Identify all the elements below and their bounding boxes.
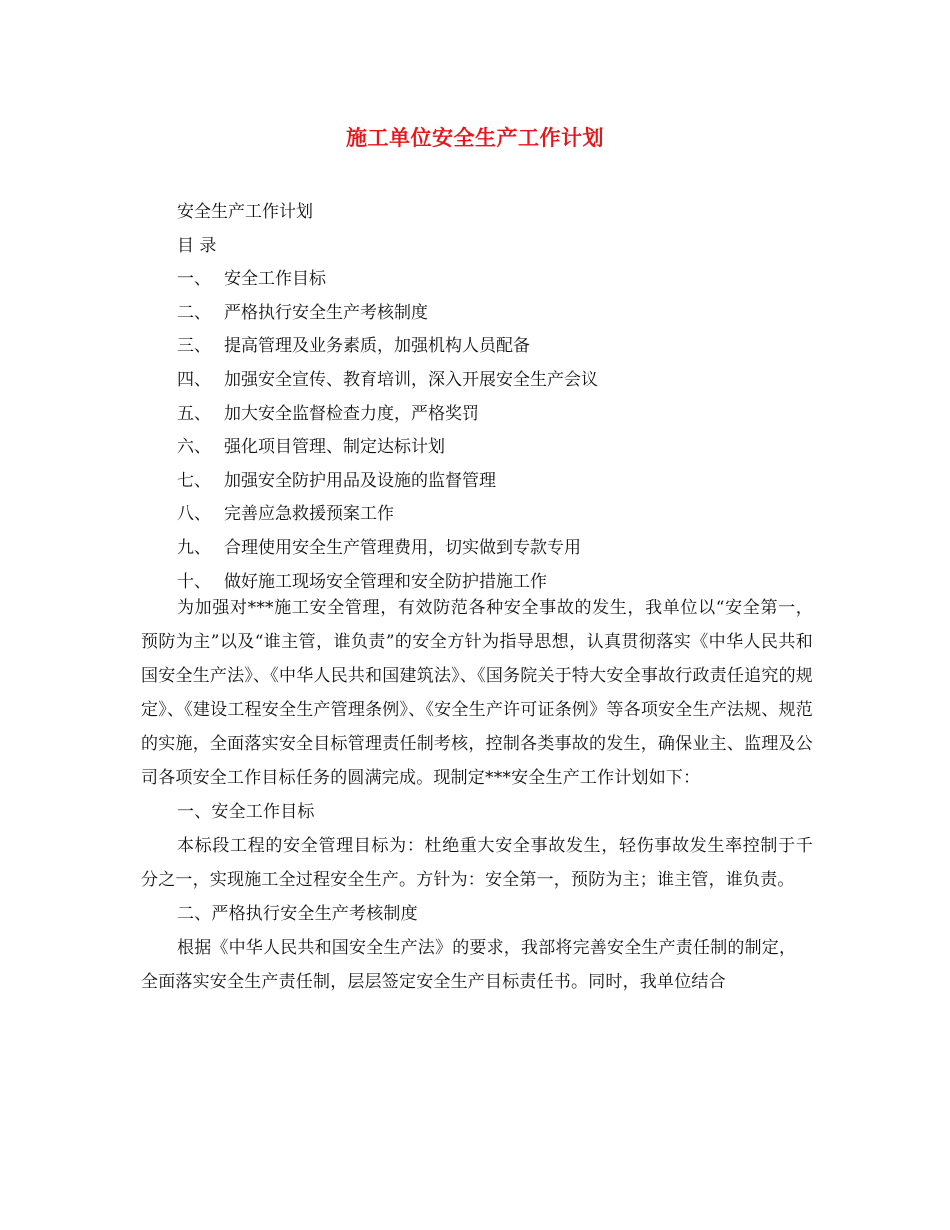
toc-item bbox=[177, 330, 813, 364]
toc-item-text: 加大安全监督检查力度，严格奖罚 bbox=[224, 403, 479, 424]
toc-item-number: 四、 bbox=[177, 369, 211, 390]
toc-item-text: 提高管理及业务素质，加强机构人员配备 bbox=[224, 336, 530, 357]
toc-item bbox=[177, 263, 813, 297]
toc-item-text: 合理使用安全生产管理费用，切实做到专款专用 bbox=[224, 537, 581, 558]
toc-item-text: 做好施工现场安全管理和安全防护措施工作 bbox=[224, 571, 547, 592]
toc-item-number: 一、 bbox=[177, 269, 211, 290]
toc-item-number: 六、 bbox=[177, 437, 211, 458]
toc-item-number: 七、 bbox=[177, 470, 211, 491]
toc-item bbox=[177, 431, 813, 465]
section-1-heading: 一、安全工作目标 bbox=[177, 802, 315, 822]
toc-label: 目 录 bbox=[177, 235, 217, 256]
section-1-paragraph: 本标段工程的安全管理目标为：杜绝重大安全事故发生，轻伤事故发生率控制于千分之一，实现施工全过程安全生产。方针为：安全第一，预防为主；谁主管，谁负责。 bbox=[141, 836, 813, 890]
toc-item-number: 二、 bbox=[177, 302, 211, 323]
toc-item-number: 八、 bbox=[177, 504, 211, 525]
toc-item bbox=[177, 297, 813, 331]
toc-item-text: 严格执行安全生产考核制度 bbox=[224, 302, 428, 323]
section-2-paragraph: 根据《中华人民共和国安全生产法》的要求，我部将完善安全生产责任制的制定，全面落实安全生产责任制，层层签定安全生产目标责任书。同时，我单位结合 bbox=[141, 938, 797, 992]
toc-item-number: 五、 bbox=[177, 403, 211, 424]
toc-item-text: 加强安全宣传、教育培训，深入开展安全生产会议 bbox=[224, 369, 598, 390]
toc-item-text: 加强安全防护用品及设施的监督管理 bbox=[224, 470, 496, 491]
toc-heading: 安全生产工作计划 bbox=[177, 202, 313, 222]
toc-item bbox=[177, 364, 813, 398]
document-body bbox=[141, 591, 813, 999]
intro-paragraph: 为加强对***施工安全管理，有效防范各种安全事故的发生，我单位以“安全第一，预防为主”以及“谁主管，谁负责”的安全方针为指导思想，认真贯彻落实《中华人民共和国安全生产法》、《中华人民共和国建筑法》、《国务院关于特大安全事故行政责任追究的规定》、《建设工程安全生产管理条例》、《安全生产许可证条例》等各项安全生产法规、规范的实施，全面落实安全目标管理责任制考核，控制各类事故的发生，确保业主、监理及公司各项安全工作目标任务的圆满完成。现制定***安全生产工作计划如下： bbox=[141, 598, 813, 788]
toc-item-number: 三、 bbox=[177, 336, 211, 357]
toc-item-number: 十、 bbox=[177, 571, 211, 592]
toc-item bbox=[177, 498, 813, 532]
toc-item-text: 完善应急救援预案工作 bbox=[224, 504, 394, 525]
document-title: 施工单位安全生产工作计划 bbox=[346, 125, 604, 150]
section-2-heading: 二、严格执行安全生产考核制度 bbox=[177, 904, 418, 924]
toc-item bbox=[177, 465, 813, 499]
toc-item bbox=[177, 532, 813, 566]
toc-item-text: 强化项目管理、制定达标计划 bbox=[224, 437, 445, 458]
table-of-contents bbox=[141, 196, 813, 599]
toc-item-number: 九、 bbox=[177, 537, 211, 558]
toc-items bbox=[177, 263, 813, 599]
toc-item-text: 安全工作目标 bbox=[224, 269, 326, 290]
toc-item bbox=[177, 398, 813, 432]
